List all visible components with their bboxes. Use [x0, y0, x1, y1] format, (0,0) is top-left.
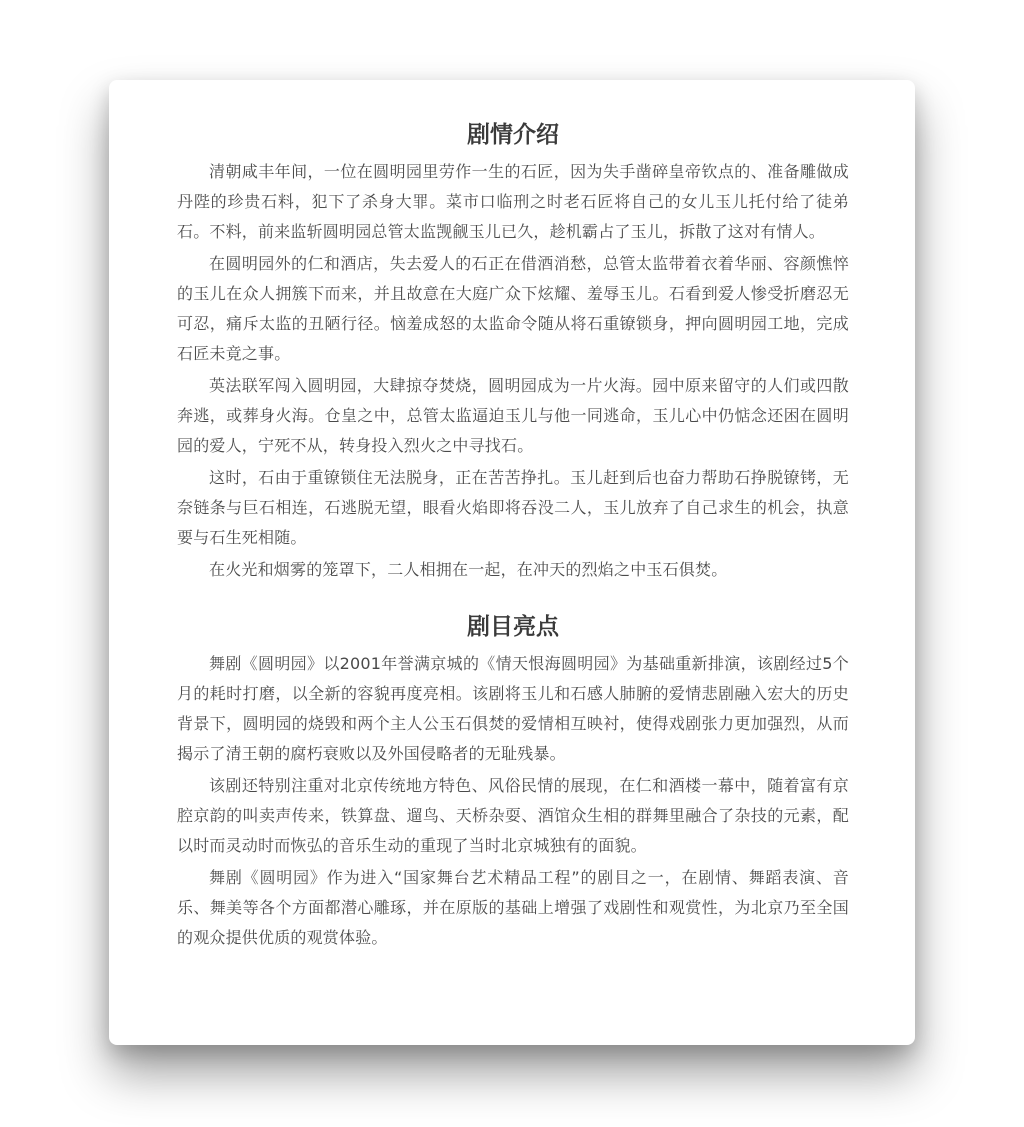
plot-paragraph: 在圆明园外的仁和酒店，失去爱人的石正在借酒消愁，总管太监带着衣着华丽、容颜憔悴的玉儿在众人拥簇下而来，并且故意在大庭广众下炫耀、羞辱玉儿。石看到爱人惨受折磨忍无可忍，痛斥太监的丑陋行径。恼羞成怒的太监命令随从将石重镣锁身，押向圆明园工地，完成石匠未竟之事。	[177, 254, 849, 363]
plot-paragraph: 清朝咸丰年间，一位在圆明园里劳作一生的石匠，因为失手凿碎皇帝钦点的、准备雕做成丹陛的珍贵石料，犯下了杀身大罪。菜市口临刑之时老石匠将自己的女儿玉儿托付给了徒弟石。不料，前来监斩圆明园总管太监觊觎玉儿已久，趁机霸占了玉儿，拆散了这对有情人。	[177, 162, 849, 241]
plot-paragraph: 在火光和烟雾的笼罩下，二人相拥在一起，在冲天的烈焰之中玉石俱焚。	[209, 560, 728, 579]
highlight-paragraph: 该剧还特别注重对北京传统地方特色、风俗民情的展现，在仁和酒楼一幕中，随着富有京腔京韵的叫卖声传来，铁算盘、遛鸟、天桥杂耍、酒馆众生相的群舞里融合了杂技的元素，配以时而灵动时而恢弘的音乐生动的重现了当时北京城独有的面貌。	[177, 776, 849, 855]
section-title-plot: 剧情介绍	[467, 122, 559, 148]
section-title-highlights: 剧目亮点	[467, 614, 559, 640]
highlight-paragraph: 舞剧《圆明园》以2001年誉满京城的《情天恨海圆明园》为基础重新排演，该剧经过5个月的耗时打磨，以全新的容貌再度亮相。该剧将玉儿和石感人肺腑的爱情悲剧融入宏大的历史背景下，圆明园的烧毁和两个主人公玉石俱焚的爱情相互映衬，使得戏剧张力更加强烈，从而揭示了清王朝的腐朽衰败以及外国侵略者的无耻残暴。	[177, 654, 849, 763]
content-card	[109, 80, 915, 1045]
plot-paragraph: 英法联军闯入圆明园，大肆掠夺焚烧，圆明园成为一片火海。园中原来留守的人们或四散奔逃，或葬身火海。仓皇之中，总管太监逼迫玉儿与他一同逃命，玉儿心中仍惦念还困在圆明园的爱人，宁死不从，转身投入烈火之中寻找石。	[177, 376, 849, 455]
plot-paragraph: 这时，石由于重镣锁住无法脱身，正在苦苦挣扎。玉儿赶到后也奋力帮助石挣脱镣铐，无奈链条与巨石相连，石逃脱无望，眼看火焰即将吞没二人，玉儿放弃了自己求生的机会，执意要与石生死相随。	[177, 468, 849, 547]
highlight-paragraph: 舞剧《圆明园》作为进入“国家舞台艺术精品工程”的剧目之一，在剧情、舞蹈表演、音乐、舞美等各个方面都潜心雕琢，并在原版的基础上增强了戏剧性和观赏性，为北京乃至全国的观众提供优质的观赏体验。	[177, 868, 849, 947]
